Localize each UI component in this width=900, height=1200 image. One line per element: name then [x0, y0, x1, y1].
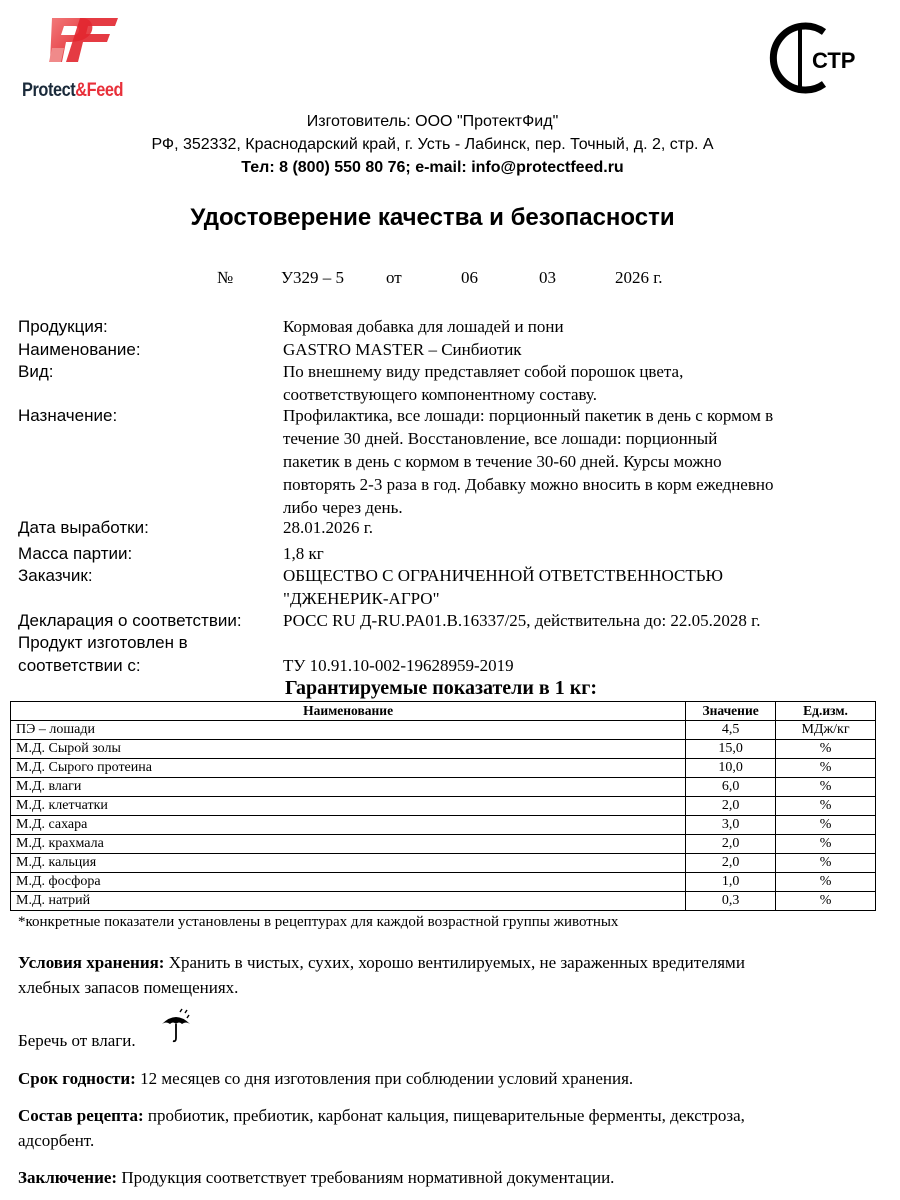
field-value-batch-mass: 1,8 кг [283, 544, 324, 563]
document-title: Удостоверение качества и безопасности [190, 204, 675, 231]
field-value-name: GASTRO MASTER – Синбиотик [283, 340, 522, 359]
brand-name: Protect&Feed [22, 80, 124, 101]
field-label-name: Наименование: [18, 340, 141, 359]
storage-conditions: Условия хранения: Хранить в чистых, сухих, хорошо вентилируемых, не зараженных вредителями хлебных запасов помещениях. [18, 953, 745, 997]
table-row: М.Д. кальция 2,0 % [11, 854, 876, 873]
storage-label: Условия хранения: [18, 953, 165, 972]
table-row: М.Д. клетчатки 2,0 % [11, 797, 876, 816]
table-row: М.Д. крахмала 2,0 % [11, 835, 876, 854]
composition: Состав рецепта: пробиотик, пребиотик, карбонат кальция, пищеварительные ферменты, декстроза, адсорбент. [18, 1106, 745, 1150]
guarantee-title: Гарантируемые показатели в 1 кг: [285, 677, 597, 699]
manufacturer-line: Изготовитель: ООО "ПротектФид" [306, 113, 559, 130]
protectfeed-logo-icon [22, 14, 122, 74]
table-row: М.Д. сахара 3,0 % [11, 816, 876, 835]
table-row: ПЭ – лошади 4,5 МДж/кг [11, 721, 876, 740]
field-label-appearance: Вид: [18, 362, 54, 381]
conclusion: Заключение: Продукция соответствует требованиям нормативной документации. [18, 1168, 615, 1187]
field-value-appearance: По внешнему виду представляет собой порошок цвета, соответствующего компонентному составу. [283, 362, 684, 404]
shelf-life: Срок годности: 12 месяцев со дня изготовления при соблюдении условий хранения. [18, 1069, 634, 1088]
moisture-warning: Беречь от влаги. [18, 1031, 136, 1050]
table-row: М.Д. Сырой золы 15,0 % [11, 740, 876, 759]
composition-label: Состав рецепта: [18, 1106, 144, 1125]
date-prefix: от [386, 268, 402, 287]
field-value-declaration: РОСС RU Д-RU.PA01.B.16337/25, действительна до: 22.05.2028 г. [283, 611, 761, 630]
table-footnote: *конкретные показатели установлены в рецептурах для каждой возрастной группы животных [18, 914, 619, 930]
column-header-value: Значение [686, 702, 776, 721]
table-row: М.Д. фосфора 1,0 % [11, 873, 876, 892]
field-value-standard: ТУ 10.91.10-002-19628959-2019 [283, 656, 514, 675]
field-label-standard: Продукт изготовлен в соответствии с: [18, 633, 188, 675]
date-month: 03 [539, 268, 556, 287]
umbrella-icon [160, 1008, 192, 1044]
field-label-purpose: Назначение: [18, 406, 118, 425]
conclusion-label: Заключение: [18, 1168, 118, 1187]
column-header-name: Наименование [11, 702, 686, 721]
field-value-production-date: 28.01.2026 г. [283, 518, 374, 537]
table-row: М.Д. натрий 0,3 % [11, 892, 876, 911]
field-label-production-date: Дата выработки: [18, 518, 149, 537]
shelf-life-label: Срок годности: [18, 1069, 136, 1088]
ctr-letters: СТР [812, 48, 856, 73]
date-day: 06 [461, 268, 478, 287]
field-label-batch-mass: Масса партии: [18, 544, 133, 563]
field-label-declaration: Декларация о соответствии: [18, 611, 242, 630]
field-label-customer: Заказчик: [18, 566, 93, 585]
table-row: М.Д. влаги 6,0 % [11, 778, 876, 797]
address-line: РФ, 352332, Краснодарский край, г. Усть - Лабинск, пер. Точный, д. 2, стр. А [151, 136, 714, 153]
field-label-product: Продукция: [18, 317, 108, 336]
certification-mark [760, 18, 860, 98]
document-number: У329 – 5 [281, 268, 345, 287]
table-header-row [11, 702, 876, 721]
field-value-product: Кормовая добавка для лошадей и пони [283, 317, 564, 336]
contacts-line: Тел: 8 (800) 550 80 76; e-mail: info@protectfeed.ru [241, 159, 624, 176]
column-header-unit: Ед.изм. [776, 702, 876, 721]
guarantee-table [10, 701, 876, 911]
date-year: 2026 г. [615, 268, 663, 287]
field-value-customer: ОБЩЕСТВО С ОГРАНИЧЕННОЙ ОТВЕТСТВЕННОСТЬЮ "ДЖЕНЕРИК-АГРО" [283, 566, 723, 608]
field-value-purpose: Профилактика, все лошади: порционный пакетик в день с кормом в течение 30 дней. Восстановление, все лошади: порционный пакетик в день с кормом в течение 30-60 дней. Курсы можно повторять 2-3 раза в год. Добавку можно вносить в корм ежедневно либо через день. [283, 406, 774, 517]
company-logo [22, 14, 137, 104]
number-sign: № [217, 268, 234, 287]
table-row: М.Д. Сырого протеина 10,0 % [11, 759, 876, 778]
ctr-conformity-icon [760, 18, 860, 98]
